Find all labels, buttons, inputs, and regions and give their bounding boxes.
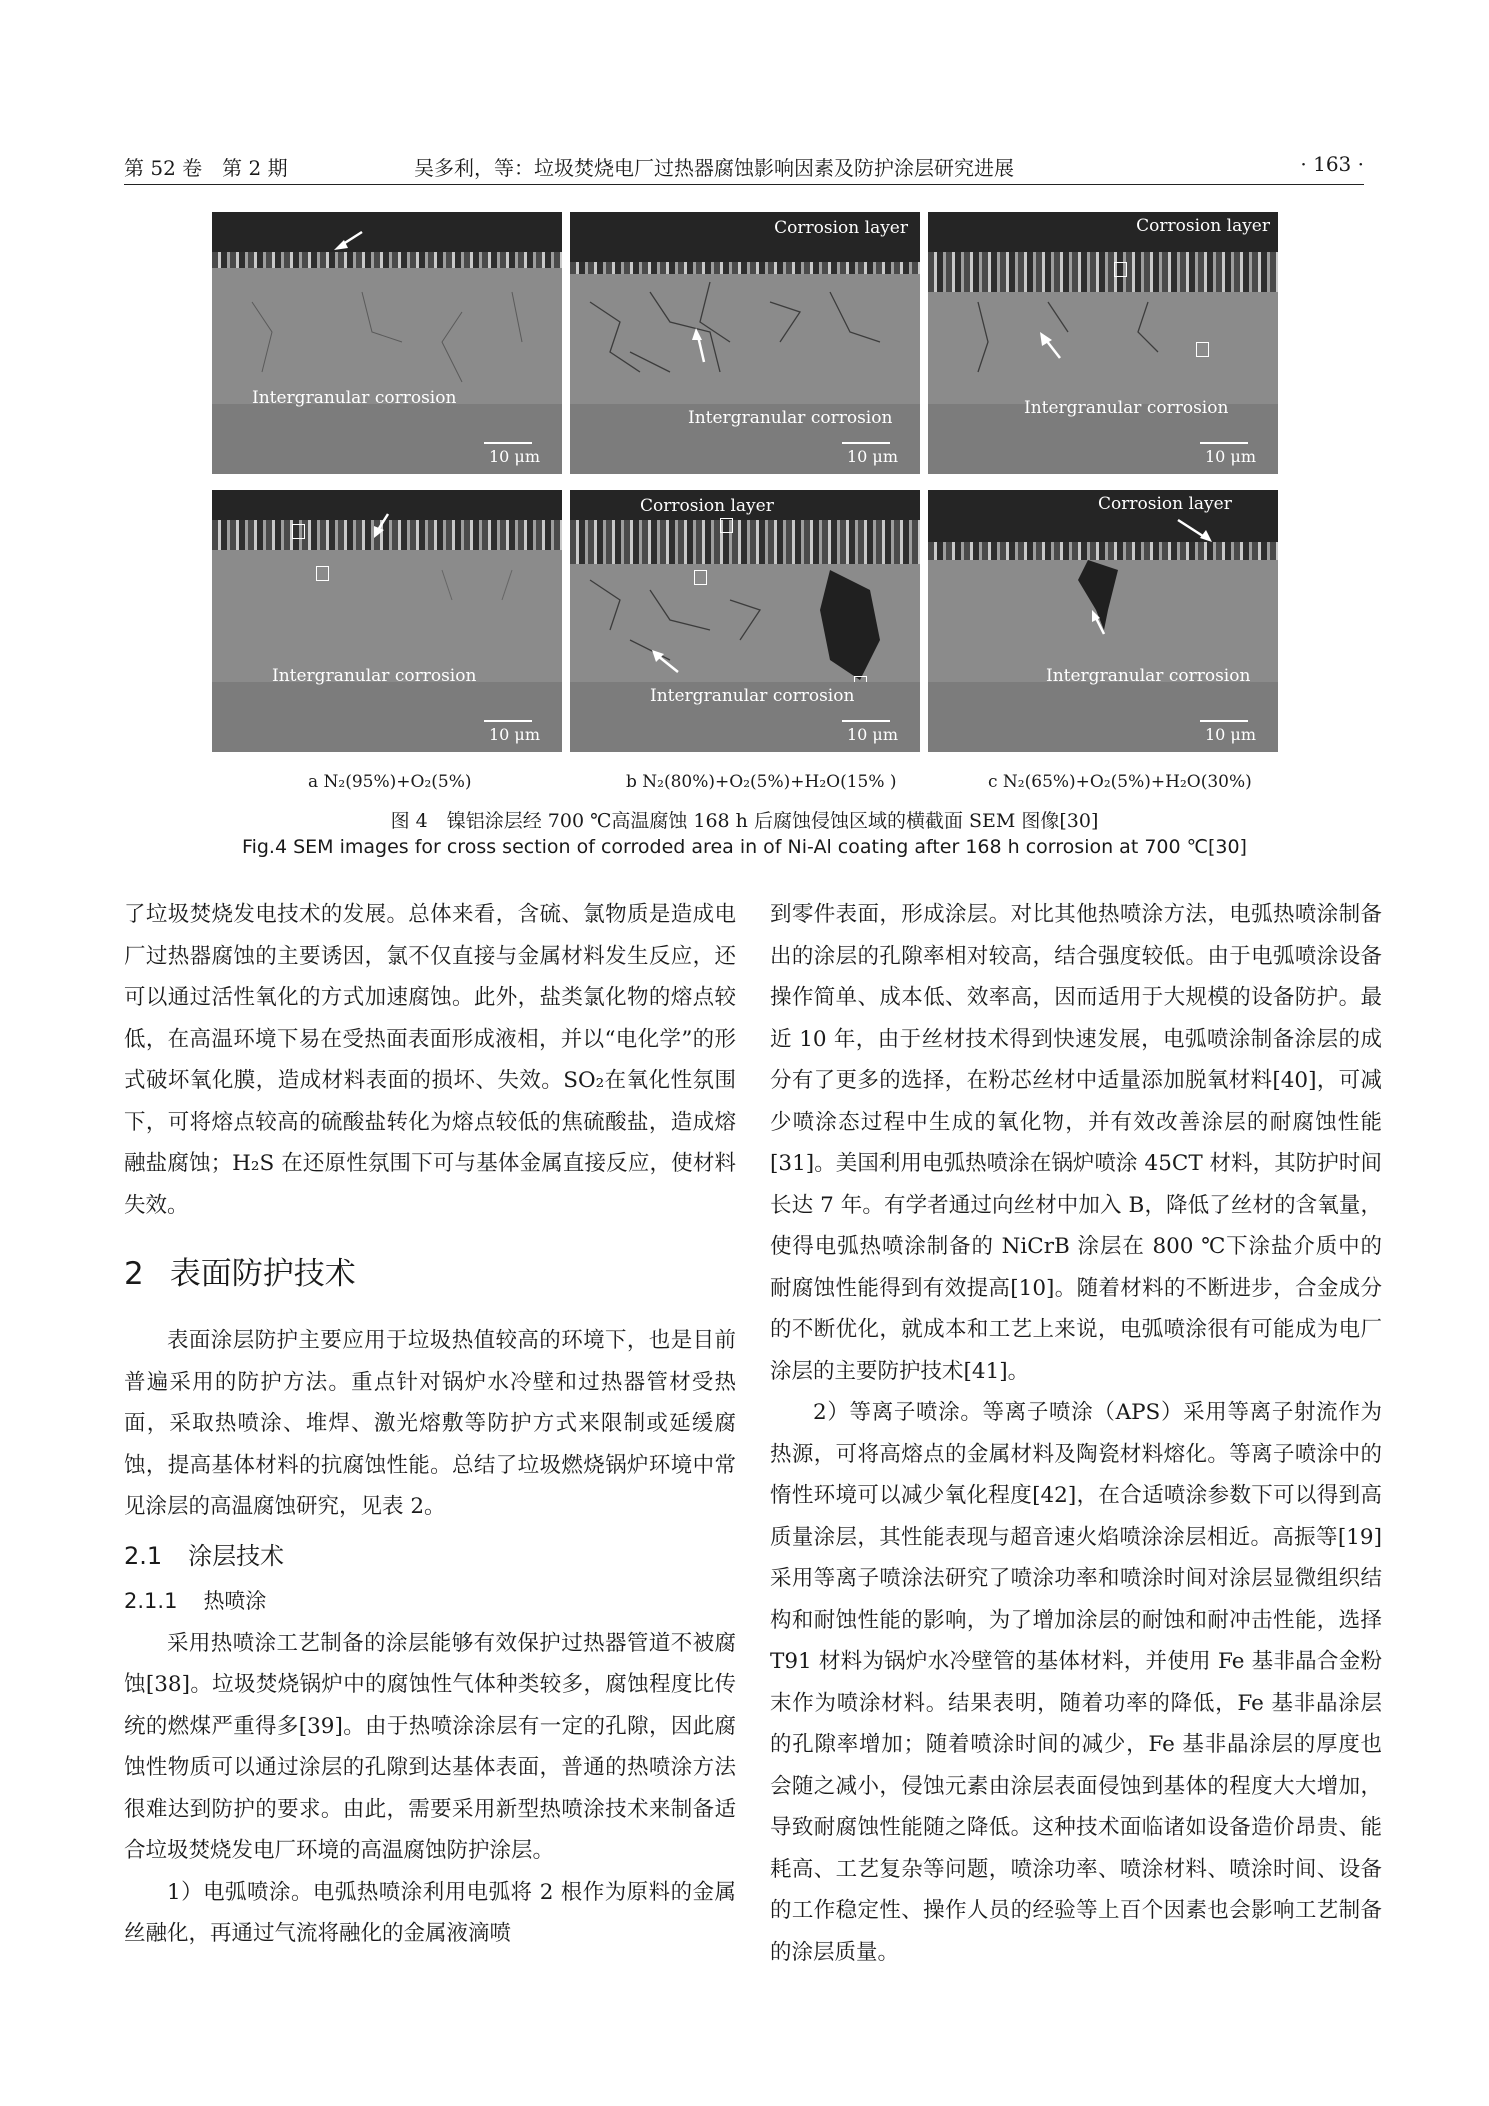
running-header [124, 144, 1364, 184]
subsection-heading: 2.1 涂层技术 [124, 1541, 285, 1570]
figure-caption-en: Fig.4 SEM images for cross section of corroded area in of Ni-Al coating after 168 h corrosion at 700 ℃[30] [242, 836, 1247, 858]
paragraph: 了垃圾焚烧发电技术的发展。总体来看，含硫、氯物质是造成电厂过热器腐蚀的主要诱因，氯不仅直接与金属材料发生反应，还可以通过活性氧化的方式加速腐蚀。此外，盐类氯化物的熔点较低，在高温环境下易在受热面表面形成液相，并以“电化学”的形式破坏氧化膜，造成材料表面的损坏、失效。SO₂在氧化性氛围下，可将熔点较高的硫酸盐转化为熔点较低的焦硫酸盐，造成熔融盐腐蚀；H₂S 在还原性氛围下可与基体金属直接反应，使材料失效。 [124, 902, 736, 1218]
running-title: 吴多利，等：垃圾焚烧电厂过热器腐蚀影响因素及防护涂层研究进展 [414, 156, 1014, 180]
paragraph: 采用热喷涂工艺制备的涂层能够有效保护过热器管道不被腐蚀[38]。垃圾焚烧锅炉中的腐蚀性气体种类较多，腐蚀程度比传统的燃煤严重得多[39]。由于热喷涂涂层有一定的孔隙，因此腐蚀性物质可以通过涂层的孔隙到达基体表面，普通的热喷涂方法很难达到防护的要求。由此，需要采用新型热喷涂技术来制备适合垃圾焚烧发电厂环境的高温腐蚀防护涂层。 [124, 1630, 736, 1863]
journal-volume: 第 52 卷 第 2 期 [124, 156, 288, 180]
scale-bar-label: 10 μm [1204, 725, 1256, 744]
corrosion-layer-label: Corrosion layer [1136, 216, 1270, 236]
paragraph: 表面涂层防护主要应用于垃圾热值较高的环境下，也是目前普遍采用的防护方法。重点针对锅炉水冷壁和过热器管材受热面，采取热喷涂、堆焊、激光熔敷等防护方式来限制或延缓腐蚀，提高基体材料的抗腐蚀性能。总结了垃圾燃烧锅炉环境中常见涂层的高温腐蚀研究，见表 2。 [124, 1328, 736, 1519]
intergranular-label: Intergranular corrosion [1046, 666, 1251, 686]
subsubsection-heading: 2.1.1 热喷涂 [124, 1589, 267, 1613]
sem-panel-a-top [212, 212, 562, 474]
section-heading: 2 表面防护技术 [124, 1256, 356, 1292]
right-column [770, 894, 1382, 1973]
intergranular-label: Intergranular corrosion [688, 408, 893, 428]
corrosion-layer-label: Corrosion layer [1098, 494, 1232, 514]
sem-panel-c-bottom [928, 490, 1278, 752]
paragraph: 2）等离子喷涂。等离子喷涂（APS）采用等离子射流作为热源，可将高熔点的金属材料及陶瓷材料熔化。等离子喷涂中的惰性环境可以减少氧化程度[42]，在合适喷涂参数下可以得到高质量涂层，其性能表现与超音速火焰喷涂涂层相近。高振等[19]采用等离子喷涂法研究了喷涂功率和喷涂时间对涂层显微组织结构和耐蚀性能的影响，为了增加涂层的耐蚀和耐冲击性能，选择 T91 材料为锅炉水冷壁管的基体材料，并使用 Fe 基非晶合金粉末作为喷涂材料。结果表明，随着功率的降低，Fe 基非晶涂层的孔隙率增加；随着喷涂时间的减少，Fe 基非晶涂层的厚度也会随之减小，侵蚀元素由涂层表面侵蚀到基体的程度大大增加，导致耐腐蚀性能随之降低。这种技术面临诸如设备造价昂贵、能耗高、工艺复杂等问题，喷涂功率、喷涂材料、喷涂时间、设备的工作稳定性、操作人员的经验等上百个因素也会影响工艺制备的涂层质量。 [770, 1400, 1382, 1965]
scale-bar-label: 10 μm [1204, 447, 1256, 466]
intergranular-label: Intergranular corrosion [272, 666, 477, 686]
corrosion-layer-label: Corrosion layer [640, 496, 774, 516]
sem-panel-c-top [928, 212, 1278, 474]
sem-panel-b-top [570, 212, 920, 474]
figure-caption-cn: 图 4 镍铝涂层经 700 ℃高温腐蚀 168 h 后腐蚀侵蚀区域的横截面 SEM 图像[30] [390, 810, 1099, 832]
header-rule [124, 184, 1364, 185]
paragraph: 1）电弧喷涂。电弧热喷涂利用电弧将 2 根作为原料的金属丝融化，再通过气流将融化的金属液滴喷 [124, 1879, 736, 1946]
sem-panel-a-bottom [212, 490, 562, 752]
scale-bar-label: 10 μm [846, 725, 898, 744]
sem-panel-b-bottom [570, 490, 920, 752]
subcaption-c: c N₂(65%)+O₂(5%)+H₂O(30%) [988, 772, 1252, 792]
scale-bar-label: 10 μm [488, 725, 540, 744]
corrosion-layer-label: Corrosion layer [774, 218, 908, 238]
scale-bar-label: 10 μm [846, 447, 898, 466]
intergranular-label: Intergranular corrosion [1024, 398, 1229, 418]
left-column [124, 894, 736, 1955]
scale-bar-label: 10 μm [488, 447, 540, 466]
paragraph: 到零件表面，形成涂层。对比其他热喷涂方法，电弧热喷涂制备出的涂层的孔隙率相对较高，结合强度较低。由于电弧喷涂设备操作简单、成本低、效率高，因而适用于大规模的设备防护。最近 10 年，由于丝材技术得到快速发展，电弧喷涂制备涂层的成分有了更多的选择，在粉芯丝材中适量添加脱氧材料[40]，可减少喷涂态过程中生成的氧化物，并有效改善涂层的耐腐蚀性能[31]。美国利用电弧热喷涂在锅炉喷涂 45CT 材料，其防护时间长达 7 年。有学者通过向丝材中加入 B，降低了丝材的含氧量，使得电弧热喷涂制备的 NiCrB 涂层在 800 ℃下涂盐介质中的耐腐蚀性能得到有效提高[10]。随着材料的不断进步，合金成分的不断优化，就成本和工艺上来说，电弧喷涂很有可能成为电厂涂层的主要防护技术[41]。 [770, 902, 1382, 1384]
page-number: · 163 · [1300, 152, 1364, 176]
subcaption-b: b N₂(80%)+O₂(5%)+H₂O(15% ) [626, 772, 897, 792]
intergranular-label: Intergranular corrosion [650, 686, 855, 706]
intergranular-label: Intergranular corrosion [252, 388, 457, 408]
subcaption-a: a N₂(95%)+O₂(5%) [308, 772, 472, 792]
